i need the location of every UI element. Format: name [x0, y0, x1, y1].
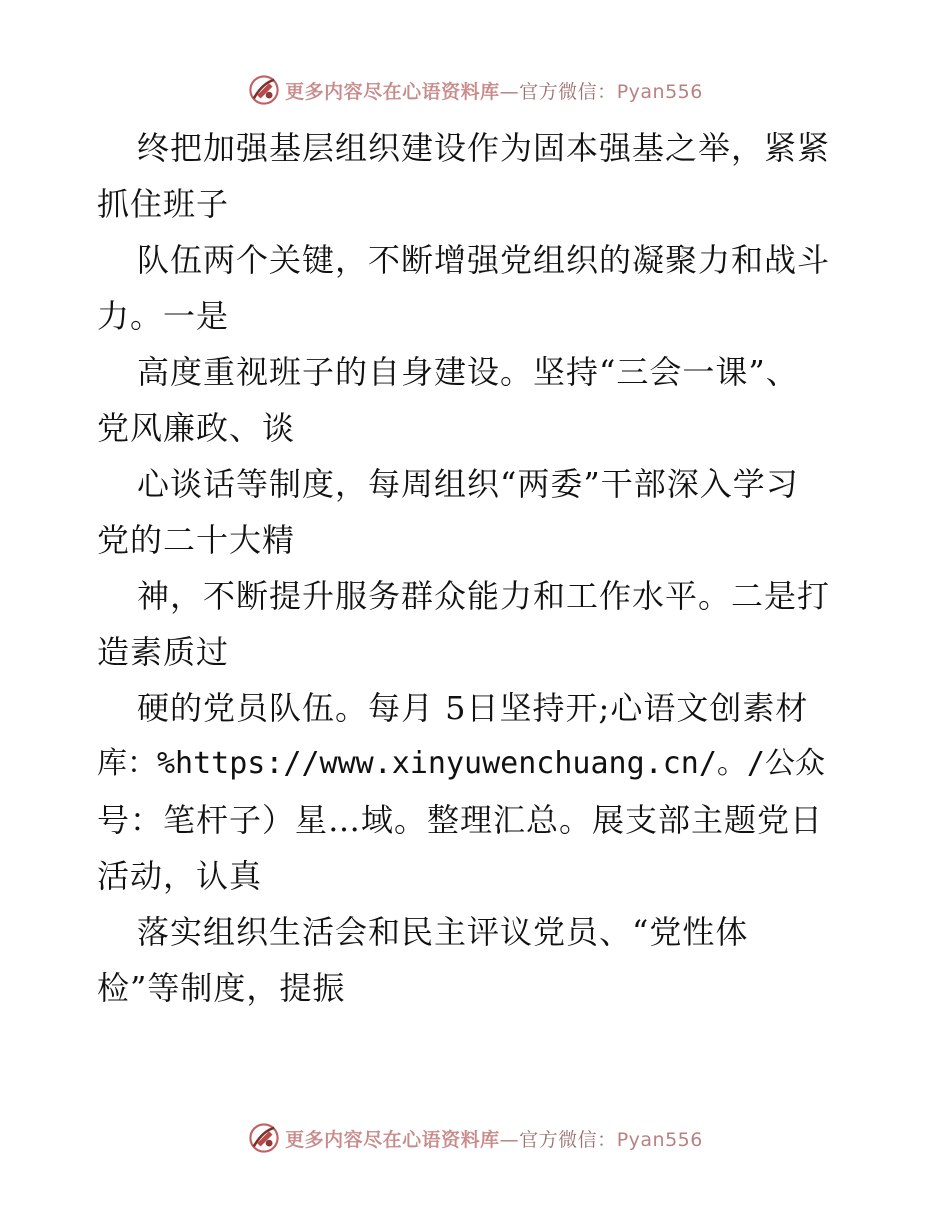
text-line: 力。一是 — [97, 297, 230, 335]
text-line: 号：笔杆子）星…域。整理汇总。展支部主题党日 — [97, 801, 824, 839]
watermark-wechat-id: Pyan556 — [616, 1128, 703, 1151]
watermark-dash: — — [499, 80, 520, 103]
watermark-wechat-id: Pyan556 — [616, 80, 703, 103]
watermark-brand: 更多内容尽在心语资料库 — [285, 1128, 500, 1151]
text-line: 活动，认真 — [97, 857, 263, 895]
text-line: 库：%https://www.xinyuwenchuang.cn/。/公众 — [97, 746, 825, 781]
watermark-wechat-label: 官方微信： — [519, 1128, 617, 1151]
text-line: 心谈话等制度，每周组织“两委”干部深入学习 — [137, 465, 799, 503]
watermark-wechat-label: 官方微信： — [519, 80, 617, 103]
text-line: 党的二十大精 — [97, 521, 296, 559]
watermark-text — [285, 77, 703, 104]
text-line: 队伍两个关键，不断增强党组织的凝聚力和战斗 — [137, 241, 831, 279]
text-line: 检”等制度，提振 — [97, 969, 346, 1007]
watermark-dash: — — [499, 1128, 520, 1151]
text-line: 造素质过 — [97, 633, 230, 671]
document-body — [97, 120, 857, 1016]
text-line: 落实组织生活会和民主评议党员、“党性体 — [137, 913, 749, 951]
header-watermark — [0, 70, 950, 110]
pen-logo-icon — [247, 1121, 281, 1155]
text-line: 党风廉政、谈 — [97, 409, 296, 447]
footer-watermark — [0, 1118, 950, 1158]
watermark-text — [285, 1125, 703, 1152]
text-line: 终把加强基层组织建设作为固本强基之举，紧紧 — [137, 129, 831, 167]
watermark-brand: 更多内容尽在心语资料库 — [285, 80, 500, 103]
text-line: 抓住班子 — [97, 185, 230, 223]
pen-logo-icon — [247, 73, 281, 107]
text-line: 硬的党员队伍。每月 5日坚持开;心语文创素材 — [137, 689, 809, 727]
text-line: 高度重视班子的自身建设。坚持“三会一课”、 — [137, 353, 799, 391]
text-line: 神，不断提升服务群众能力和工作水平。二是打 — [137, 577, 831, 615]
